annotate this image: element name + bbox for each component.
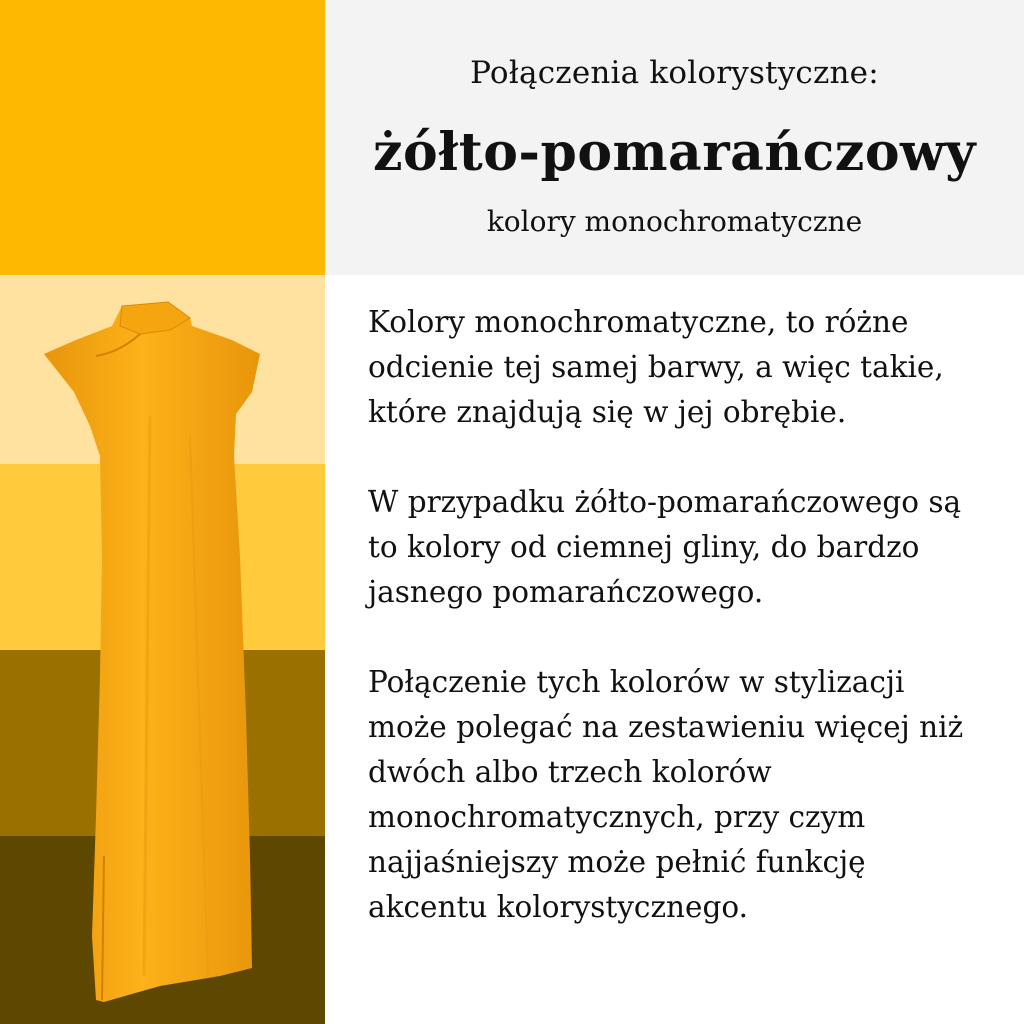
paragraph-1: Kolory monochromatyczne, to różne odcienie tej samej barwy, a więc takie, które znajdują się w jej obrębie. [368, 305, 944, 429]
paragraph-2: W przypadku żółto-pomarańczowego są to kolory od ciemnej gliny, do bardzo jasnego pomarańczowego. [368, 485, 962, 609]
header [325, 0, 1024, 275]
swatch-1 [0, 0, 325, 275]
paragraph-3: Połączenie tych kolorów w stylizacji może polegać na zestawieniu więcej niż dwóch albo trzech kolorów monochromatycznych, przy czym najjaśniejszy może pełnić funkcję akcentu kolorystycznego. [368, 665, 964, 924]
dress-image [40, 296, 270, 1006]
description-text [368, 300, 998, 975]
dress-body [44, 302, 260, 1002]
color-palette [0, 0, 325, 1024]
header-subtitle: Połączenia kolorystyczne: [470, 55, 879, 91]
header-caption: kolory monochromatyczne [486, 205, 863, 238]
page-title: żółto-pomarańczowy [372, 122, 976, 183]
